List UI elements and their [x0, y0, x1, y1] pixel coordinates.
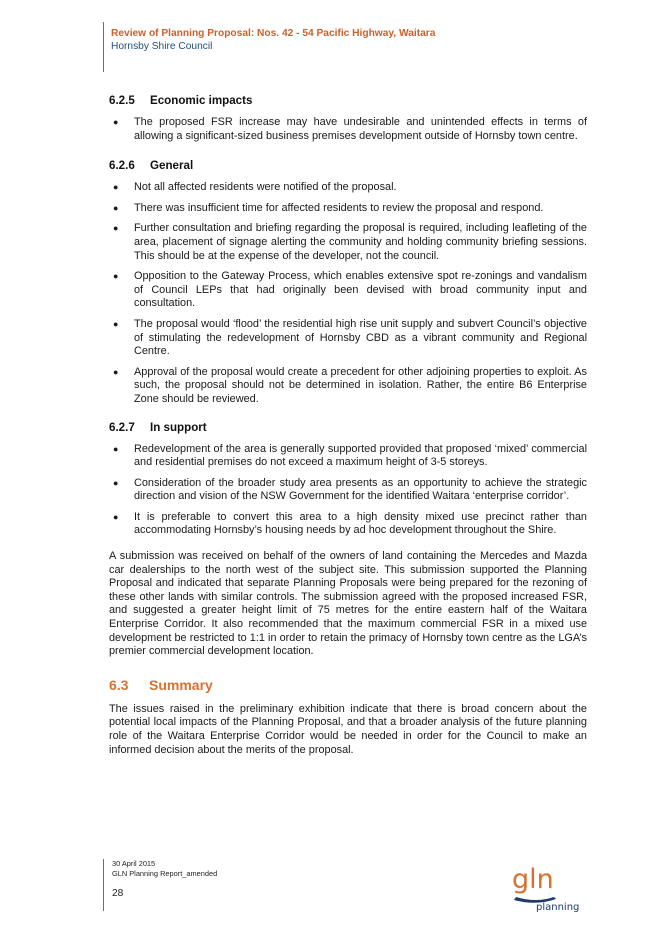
list-item-text: Opposition to the Gateway Process, which enables extensive spot re-zonings and vandalism of Council LEPs that had originally been devised with broad community input and consultation.: [134, 270, 587, 310]
section-number: 6.2.6: [109, 159, 135, 173]
page-footer: [103, 859, 217, 911]
section-heading-in-support: [109, 419, 587, 437]
section-heading-economic-impacts: [109, 92, 587, 110]
footer-report-name: GLN Planning Report_amended: [112, 868, 218, 878]
list-item-text: The proposed FSR increase may have undesirable and unintended effects in terms of allowing a significant-sized business premises development outside of Hornsby town centre.: [134, 116, 587, 142]
list-item-text: There was insufficient time for affected residents to review the proposal and respond.: [134, 201, 544, 214]
footer-date: 30 April 2015: [112, 859, 156, 868]
list-item: [109, 202, 587, 216]
bullet-icon: ●: [113, 223, 119, 234]
bullet-icon: ●: [113, 117, 119, 127]
list-item: [109, 181, 587, 195]
page-number: 28: [112, 888, 124, 899]
bullet-icon: ●: [113, 477, 119, 488]
list-item: [109, 270, 587, 311]
list-item-text: Not all affected residents were notified of the proposal.: [134, 181, 397, 194]
list-item: [109, 366, 587, 407]
bullet-icon: ●: [113, 182, 119, 193]
list-item-text: Consideration of the broader study area presents as an opportunity to achieve the strategic direction and vision of the NSW Government for the identified Waitara ‘enterprise corridor’.: [134, 476, 587, 503]
document-client: Hornsby Shire Council: [111, 41, 213, 52]
list-item: [109, 511, 587, 538]
section-heading-general: [109, 157, 587, 175]
submission-paragraph: A submission was received on behalf of the owners of land containing the Mercedes and Mazda car dealerships to the north west of the subject site. This submission supported the Planning Proposal and indicated that separate Planning Proposals were being prepared for the rezoning of these other lands with similar controls. The submission agreed with the proposed increased FSR, and suggested a greater height limit of 75 metres for the entire eastern half of the Waitara Enterprise Corridor. It also recommended that the maximum commercial FSR in a mixed use development be restricted to 1:1 in order to retain the primacy of Hornsby town centre as the LGA’s premier commercial development location.: [109, 550, 587, 658]
section-number: 6.2.7: [109, 420, 135, 434]
list-item: [109, 318, 587, 359]
bullet-icon: ●: [113, 366, 119, 377]
bullet-icon: ●: [113, 271, 119, 282]
bullet-icon: ●: [113, 511, 119, 522]
summary-paragraph: The issues raised in the preliminary exhibition indicate that there is broad concern about the potential local impacts of the Planning Proposal, and that a broader analysis of the future planning role of the Waitara Enterprise Corridor would be needed in order for the Council to make an informed decision about the merits of the proposal.: [109, 702, 587, 756]
bullet-icon: ●: [113, 443, 119, 454]
gln-logo-icon: [506, 860, 586, 916]
list-item: [109, 116, 587, 143]
logo-word: gln: [512, 864, 554, 895]
list-item-text: Further consultation and briefing regarding the proposal is required, including leafleting of the area, placement of signage alerting the community and holding community briefing sessions. This should be at the expense of the developer, not the council.: [134, 222, 587, 262]
list-item: [109, 222, 587, 263]
list-item-text: Redevelopment of the area is generally supported provided that proposed ‘mixed’ commercial and residential premises do not exceed a maximum height of 3-5 storeys.: [134, 442, 587, 469]
page-header: [103, 22, 435, 72]
section-number: 6.3: [109, 676, 129, 693]
general-list: [109, 181, 587, 406]
bullet-icon: ●: [113, 202, 119, 213]
section-heading-summary: [109, 675, 587, 695]
section-title: Summary: [149, 676, 213, 693]
bullet-icon: ●: [113, 318, 119, 329]
main-content: [109, 92, 587, 757]
gln-planning-logo: [506, 860, 586, 916]
section-title: Economic impacts: [150, 94, 253, 107]
list-item-text: It is preferable to convert this area to a high density mixed use precinct rather than accommodating Hornsby’s housing needs by ad hoc development throughout the Shire.: [134, 510, 587, 537]
list-item-text: Approval of the proposal would create a precedent for other adjoining properties to exploit. As such, the proposal should not be determined in isolation. Rather, the entire B6 Enterprise Zone should be reviewed.: [134, 365, 587, 405]
in-support-list: [109, 443, 587, 539]
list-item: [109, 477, 587, 504]
economic-impacts-list: [109, 116, 587, 143]
document-title: Review of Planning Proposal: Nos. 42 - 54 Pacific Highway, Waitara: [111, 28, 436, 39]
list-item: [109, 443, 587, 470]
list-item-text: The proposal would ‘flood’ the residential high rise unit supply and subvert Council’s objective of stimulating the redevelopment of Hornsby CBD as a vibrant community and Regional Centre.: [134, 317, 587, 358]
section-title: In support: [150, 420, 207, 434]
section-number: 6.2.5: [109, 94, 135, 107]
logo-tagline: planning: [536, 902, 580, 913]
section-title: General: [150, 159, 194, 173]
